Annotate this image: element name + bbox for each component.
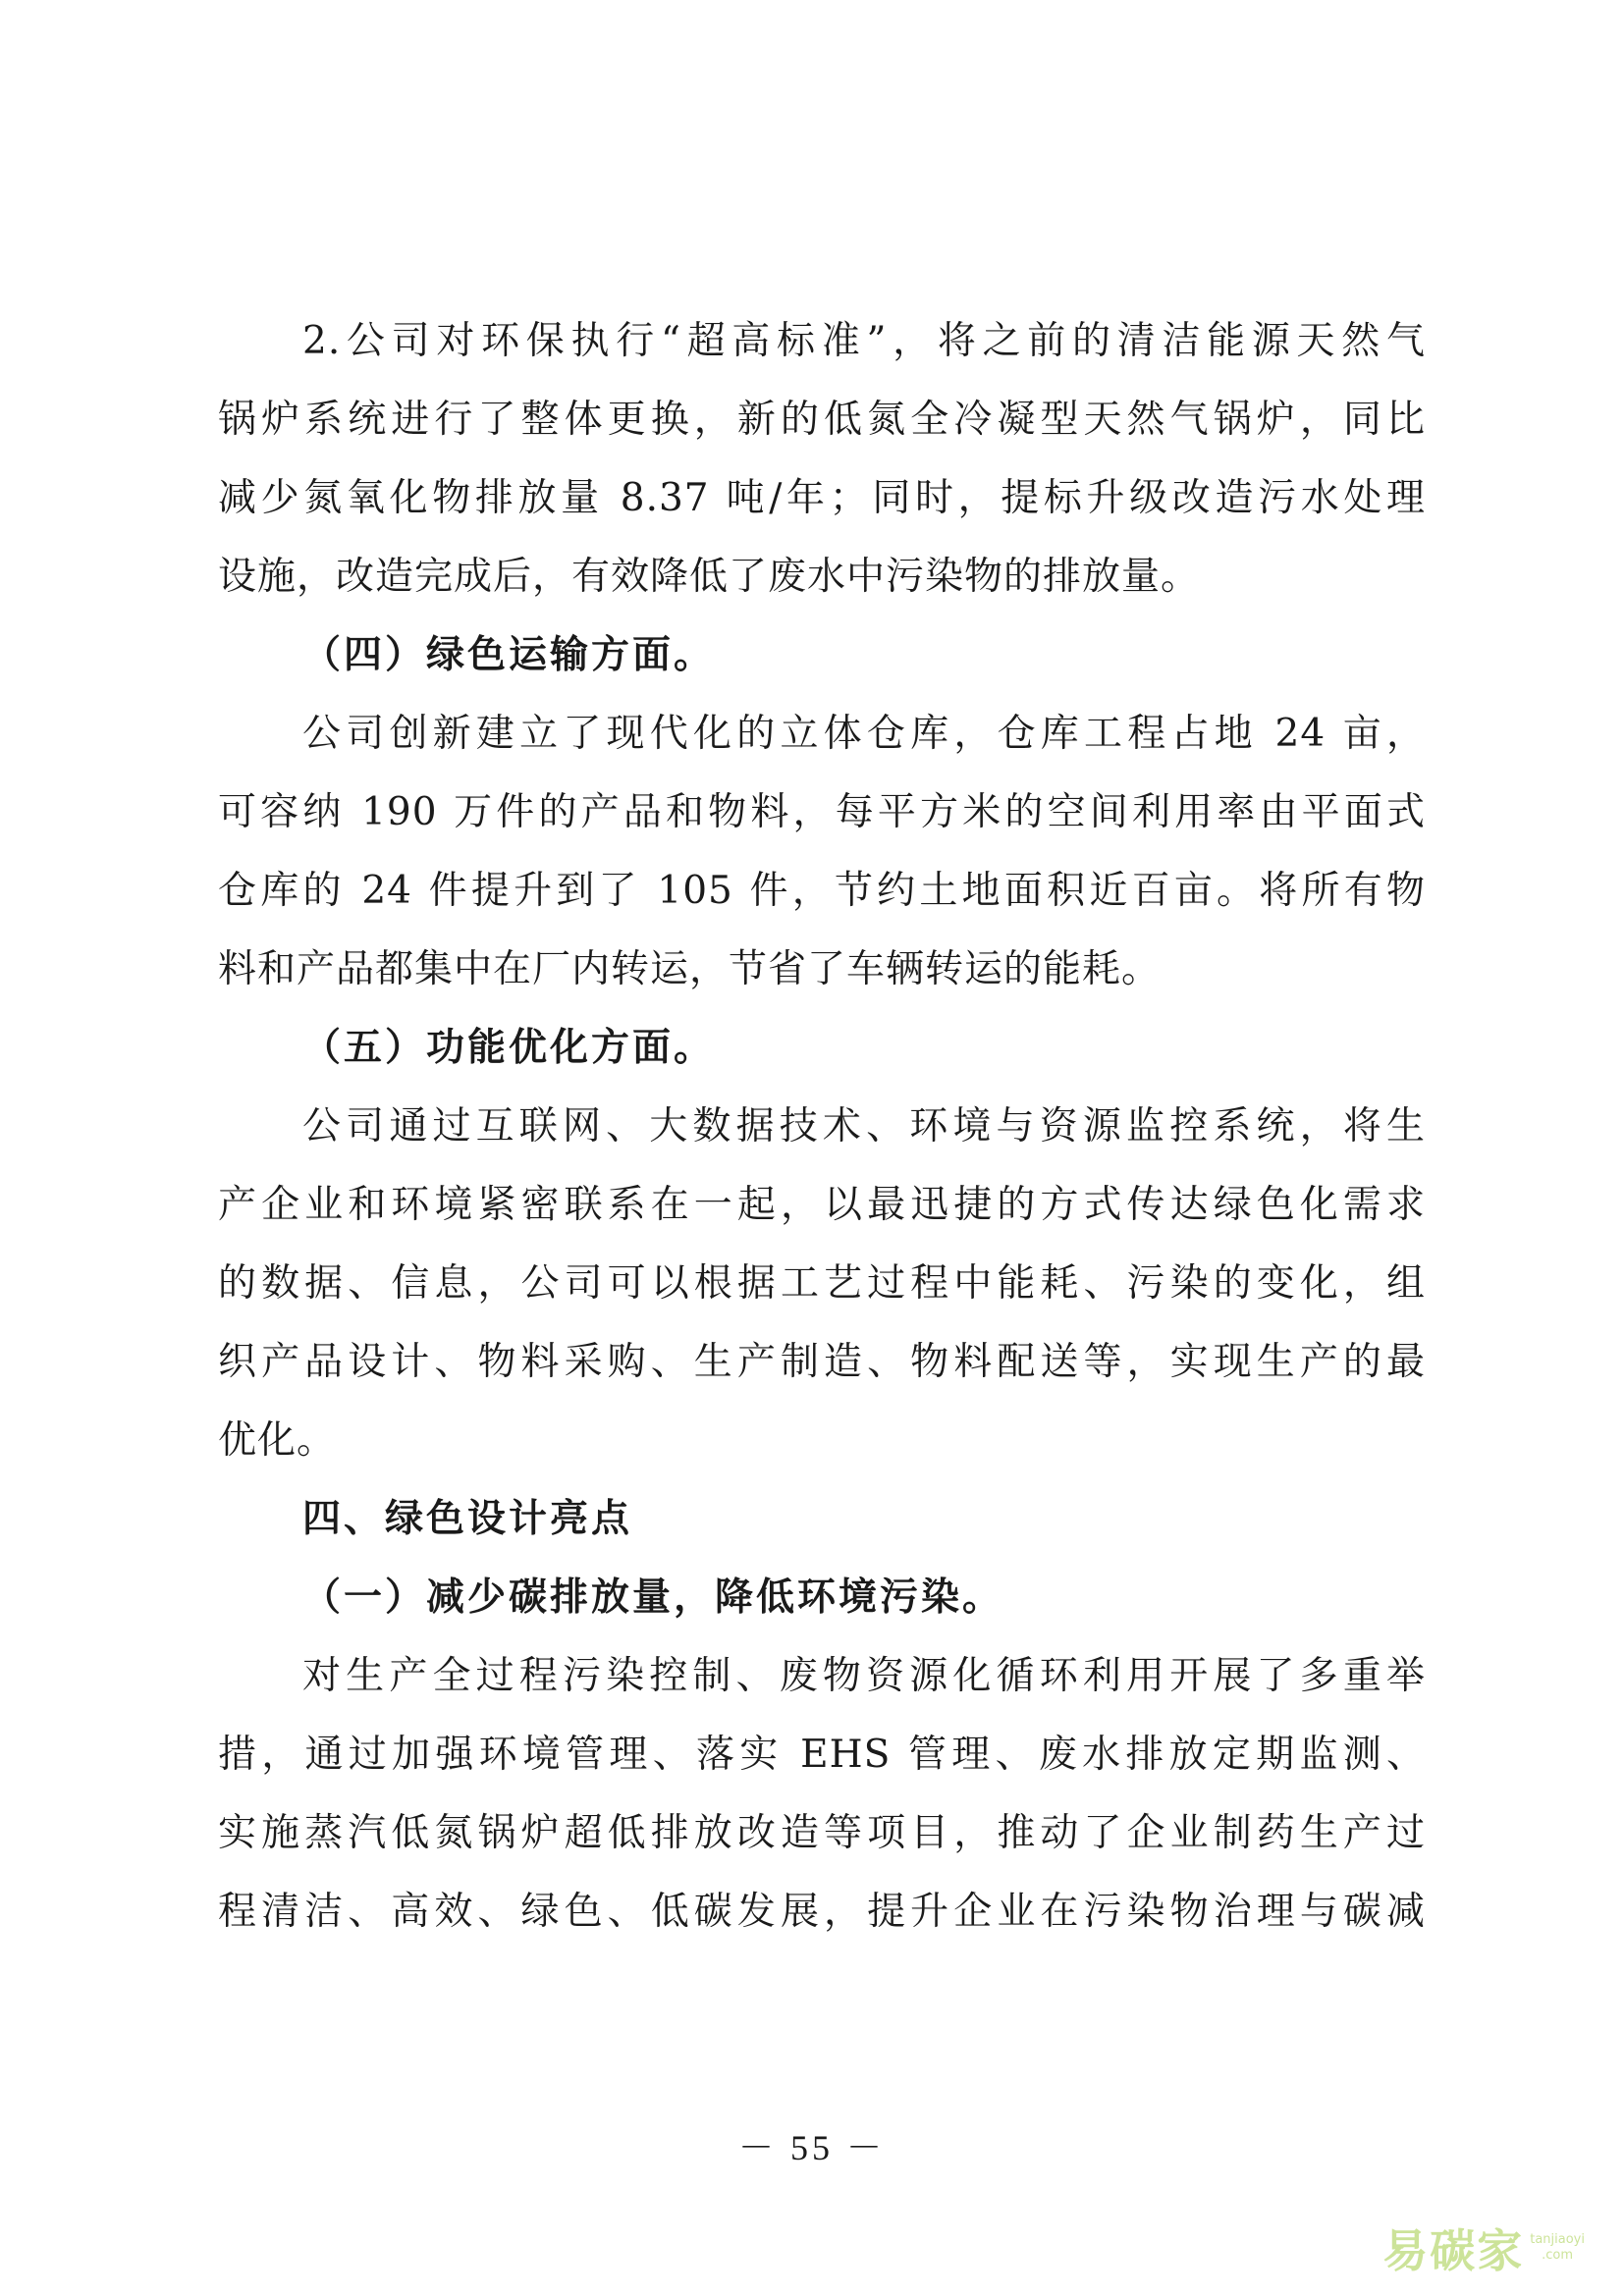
page-number: － 55 － <box>737 2128 886 2167</box>
text-line: 织产品设计、物料采购、生产制造、物料配送等，实现生产的最 <box>218 1340 1426 1384</box>
text-line: 锅炉系统进行了整体更换，新的低氮全冷凝型天然气锅炉，同比 <box>218 398 1426 442</box>
text-line: 设施，改造完成后，有效降低了废水中污染物的排放量。 <box>218 555 1201 599</box>
paragraph <box>218 1088 1426 1480</box>
text-line: 的数据、信息，公司可以根据工艺过程中能耗、污染的变化，组 <box>218 1261 1426 1306</box>
subsection-heading: （四）绿色运输方面。 <box>302 633 716 677</box>
text-line: 公司通过互联网、大数据技术、环境与资源监控系统，将生 <box>302 1104 1426 1148</box>
text-line: 对生产全过程污染控制、废物资源化循环利用开展了多重举 <box>302 1654 1426 1698</box>
text-line: 减少氮氧化物排放量 8.37 吨/年；同时，提标升级改造污水处理 <box>218 476 1426 520</box>
paragraph <box>218 695 1426 1009</box>
watermark-logo <box>1382 2216 1585 2280</box>
text-line: 措，通过加强环境管理、落实 EHS 管理、废水排放定期监测、 <box>218 1733 1426 1777</box>
text-line: 优化。 <box>218 1418 337 1463</box>
watermark-text: 易碳家 <box>1382 2224 1525 2277</box>
text-line: 实施蒸汽低氮锅炉超低排放改造等项目，推动了企业制药生产过 <box>218 1811 1426 1855</box>
section-heading: 四、绿色设计亮点 <box>302 1497 633 1541</box>
paragraph <box>218 1637 1426 1951</box>
watermark-domain-top: tanjiaoyi <box>1530 2232 1585 2247</box>
text-line: 料和产品都集中在厂内转运，节省了车辆转运的能耗。 <box>218 947 1162 991</box>
text-line: 程清洁、高效、绿色、低碳发展，提升企业在污染物治理与碳减 <box>218 1890 1426 1934</box>
paragraph <box>218 302 1426 616</box>
text-line: 2.公司对环保执行“超高标准”，将之前的清洁能源天然气 <box>302 319 1426 363</box>
text-line: 可容纳 190 万件的产品和物料，每平方米的空间利用率由平面式 <box>218 790 1426 834</box>
page-body <box>218 302 1426 1951</box>
text-line: 仓库的 24 件提升到了 105 件，节约土地面积近百亩。将所有物 <box>218 869 1426 913</box>
text-line: 公司创新建立了现代化的立体仓库，仓库工程占地 24 亩， <box>302 712 1426 756</box>
text-line: 产企业和环境紧密联系在一起，以最迅捷的方式传达绿色化需求 <box>218 1183 1426 1227</box>
watermark-domain <box>1530 2232 1585 2264</box>
watermark-domain-bottom: .com <box>1542 2248 1574 2263</box>
subsection-heading: （一）减少碳排放量，降低环境污染。 <box>302 1575 1004 1620</box>
subsection-heading: （五）功能优化方面。 <box>302 1026 716 1070</box>
